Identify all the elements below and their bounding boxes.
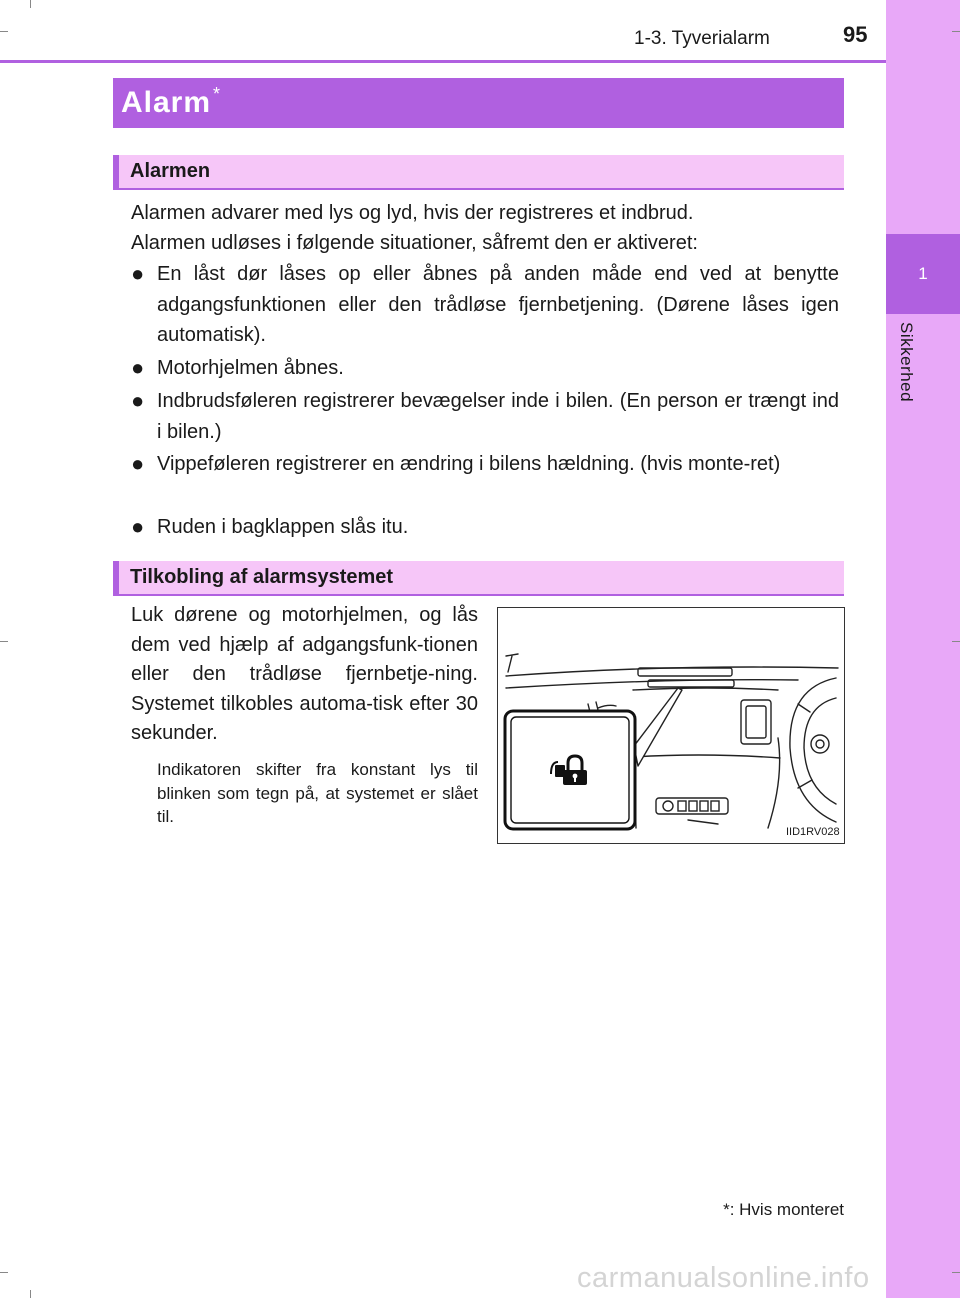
crop-mark (30, 0, 31, 8)
bullet-item (131, 512, 839, 543)
bullet-text: Vippeføleren registrerer en ændring i bilens hældning. (hvis monte-ret) (157, 453, 781, 475)
section-reference: 1-3. Tyverialarm (634, 28, 770, 49)
bullet-dot: ● (131, 355, 145, 380)
subheading-alarmen-text: Alarmen (130, 160, 211, 182)
bullet-item (131, 386, 839, 447)
bullet-dot: ● (131, 514, 145, 539)
page-title (121, 84, 221, 120)
title-bar (113, 78, 844, 128)
subheading-alarmen (113, 155, 844, 190)
bullet-dot: ● (131, 261, 145, 286)
title-asterisk: * (213, 84, 222, 104)
crop-mark (952, 1272, 960, 1273)
bullet-item (131, 353, 839, 384)
side-strip (886, 0, 960, 1298)
bullet-item (131, 259, 839, 351)
page-number: 95 (843, 22, 868, 47)
chapter-tab[interactable] (886, 234, 960, 314)
crop-mark (30, 1290, 31, 1298)
crop-mark (0, 1272, 8, 1273)
watermark: carmanualsonline.info (577, 1262, 870, 1294)
chapter-label: Sikkerhed (897, 322, 916, 403)
bullet-dot: ● (131, 388, 145, 413)
alarmen-line-2: Alarmen udløses i følgende situationer, såfremt den er aktiveret: (131, 232, 698, 254)
bullet-item (131, 449, 839, 480)
footnote-asterisk: * (723, 1200, 730, 1219)
page-title-text: Alarm (121, 86, 212, 119)
bullet-text: Indbrudsføleren registrerer bevægelser inde i bilen. (En person er trængt ind i bilen.) (157, 390, 839, 443)
crop-mark (0, 31, 8, 32)
alarmen-line-1: Alarmen advarer med lys og lyd, hvis der registreres et indbrud. (131, 202, 694, 224)
bullet-dot: ● (131, 451, 145, 476)
chapter-number: 1 (918, 264, 928, 283)
bullet-text: Motorhjelmen åbnes. (157, 357, 344, 379)
crop-mark (952, 641, 960, 642)
bullet-text: En låst dør låses op eller åbnes på anden måde end ved at benytte adgangsfunktionen eller den trådløse fjernbetjening. (Dørene låses igen automatisk). (157, 263, 839, 346)
figure-id: IID1RV028 (786, 826, 840, 838)
indicator-note: Indikatoren skifter fra konstant lys til blinken som tegn på, at systemet er slået til. (157, 760, 478, 826)
dashboard-drawing (498, 608, 844, 843)
crop-mark (0, 641, 8, 642)
dashboard-illustration (497, 607, 845, 844)
header-rule (0, 60, 886, 63)
crop-mark (952, 31, 960, 32)
subheading-tilkobling-text: Tilkobling af alarmsystemet (130, 566, 394, 588)
footnote-text: : Hvis monteret (729, 1200, 844, 1219)
tilkobling-body: Luk dørene og motorhjelmen, og lås dem ved hjælp af adgangsfunk-tionen eller den trådløse fjernbetje-ning. Systemet tilkobles automa-tisk efter 30 sekunder. (131, 604, 478, 744)
bullet-text: Ruden i bagklappen slås itu. (157, 516, 409, 538)
subheading-tilkobling (113, 561, 844, 596)
footnote (723, 1200, 844, 1220)
